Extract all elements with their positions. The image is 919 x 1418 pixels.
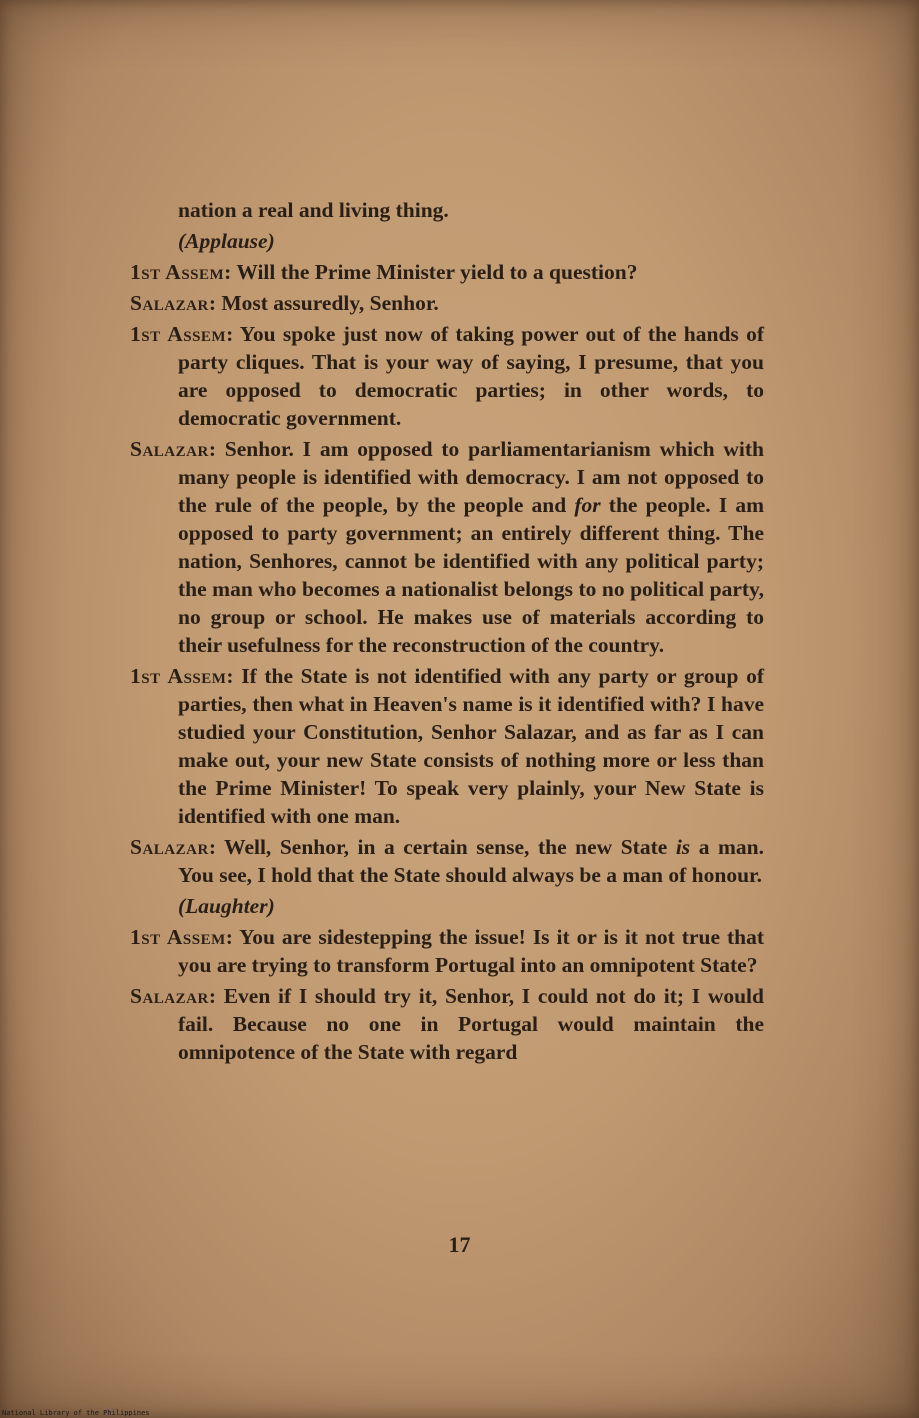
- dialogue-text: Will the Prime Minister yield to a question?: [236, 260, 638, 284]
- dialogue-assem-1: 1st Assem: Will the Prime Minister yield to a question?: [130, 260, 638, 284]
- dialogue-salazar-4: Salazar: Even if I should try it, Senhor, I could not do it; I would fail. Because no one in Portugal would maintain the omnipotence of the State with regard: [130, 984, 764, 1064]
- dialogue-salazar-1: Salazar: Most assuredly, Senhor.: [130, 291, 439, 315]
- dialogue-text: the people. I am opposed to party government; an entirely different thing. The nation, Senhores, cannot be identified with any political party; the man who becomes a nationalist belongs to no political party, no group or school. He makes use of materials according to their usefulness for the reconstruction of the country.: [178, 493, 764, 657]
- speaker-label: 1st Assem: [130, 260, 225, 284]
- paragraph-text: nation a real and living thing.: [178, 198, 449, 222]
- page-text: [130, 196, 764, 1069]
- dialogue-assem-3: 1st Assem: If the State is not identified with any party or group of parties, then what in Heaven's name is it identified with? I have studied your Constitution, Senhor Salazar, and as far as I can make out, your new State consists of nothing more or less than the Prime Minister! To speak very plainly, your New State is identified with one man.: [130, 664, 764, 828]
- speaker-label: Salazar: [130, 291, 209, 315]
- dialogue-text: You spoke just now of taking power out of the hands of party cliques. That is your way of saying, I presume, that you are opposed to democratic parties; in other words, to democratic government.: [178, 322, 764, 430]
- emphasis: is: [675, 835, 691, 859]
- dialogue-assem-4: 1st Assem: You are sidestepping the issue! Is it or is it not true that you are trying to transform Portugal into an omnipotent State?: [130, 925, 764, 977]
- page-number: 17: [448, 1232, 471, 1257]
- dialogue-text: If the State is not identified with any party or group of parties, then what in Heaven's name is it identified with? I have studied your Constitution, Senhor Salazar, and as far as I can make out, your new State consists of nothing more or less than the Prime Minister! To speak very plainly, your New State is identified with one man.: [178, 664, 764, 828]
- stage-direction-laughter: (Laughter): [178, 894, 275, 918]
- dialogue-salazar-2: Salazar: Senhor. I am opposed to parliamentarianism which with many people is identified with democracy. I am not opposed to the rule of the people, by the people and for the people. I am opposed to party government; an entirely different thing. The nation, Senhores, cannot be identified with any political party; the man who becomes a nationalist belongs to no political party, no group or school. He makes use of materials according to their usefulness for the reconstruction of the country.: [130, 437, 764, 657]
- dialogue-text: You are sidestepping the issue! Is it or is it not true that you are trying to transform Portugal into an omnipotent State?: [178, 925, 764, 977]
- dialogue-text: Well, Senhor, in a certain sense, the new State: [224, 835, 676, 859]
- dialogue-text: Most assuredly, Senhor.: [221, 291, 439, 315]
- speaker-label: 1st Assem: [130, 925, 226, 949]
- emphasis: for: [574, 493, 601, 517]
- dialogue-text: Senhor. I am opposed to parliamentarianism which with many people is identified with democracy. I am not opposed to the rule of the people, by the people and: [178, 437, 764, 517]
- speaker-label: 1st Assem: [130, 664, 227, 688]
- speaker-label: Salazar: [130, 835, 209, 859]
- dialogue-assem-2: 1st Assem: You spoke just now of taking power out of the hands of party cliques. That is your way of saying, I presume, that you are opposed to democratic parties; in other words, to democratic government.: [130, 322, 764, 430]
- stage-direction-applause: (Applause): [178, 229, 275, 253]
- dialogue-text: a man. You see, I hold that the State should always be a man of honour.: [178, 835, 764, 887]
- paragraph-continuation: [130, 196, 764, 224]
- library-watermark: National Library of the Philippines: [2, 1409, 150, 1417]
- speaker-label: 1st Assem: [130, 322, 227, 346]
- dialogue-text: Even if I should try it, Senhor, I could not do it; I would fail. Because no one in Portugal would maintain the omnipotence of the State with regard: [178, 984, 764, 1064]
- dialogue-salazar-3: Salazar: Well, Senhor, in a certain sense, the new State is a man. You see, I hold that the State should always be a man of honour.: [130, 835, 764, 887]
- speaker-label: Salazar: [130, 984, 209, 1008]
- speaker-label: Salazar: [130, 437, 209, 461]
